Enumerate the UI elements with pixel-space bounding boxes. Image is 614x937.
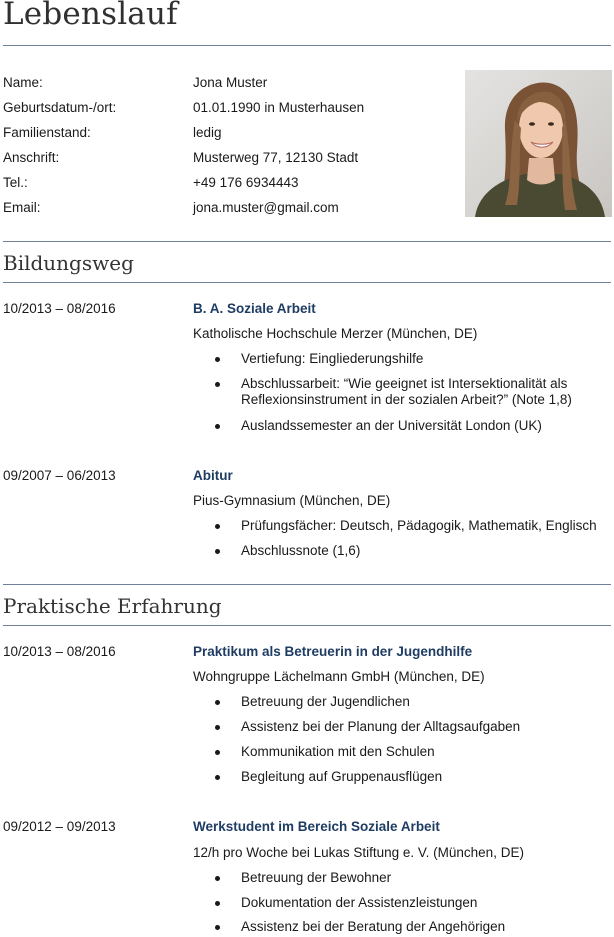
info-label: Tel.: [3,175,28,190]
info-value: Musterweg 77, 12130 Stadt [193,150,359,165]
info-label: Name: [3,75,43,90]
entry-subtitle: Katholische Hochschule Merzer (München, DE) [193,326,478,341]
entry-title: Praktikum als Betreuerin in der Jugendhilfe [193,644,473,659]
entry-title: Abitur [193,468,233,483]
info-label: Geburtsdatum-/ort: [3,100,117,115]
divider [3,584,611,585]
entry-subtitle: 12/h pro Woche bei Lukas Stiftung e. V. (München, DE) [193,845,524,860]
divider [3,241,611,242]
list-item-text: Betreuung der Bewohner [241,870,392,885]
entry-subtitle: Wohngruppe Lächelmann GmbH (München, DE) [193,669,485,684]
info-label: Email: [3,200,41,215]
page-title: Lebenslauf [3,0,178,32]
info-label: Familienstand: [3,125,91,140]
bullet-icon [215,549,220,554]
bullet-icon [215,700,220,705]
entry-date: 10/2013 – 08/2016 [3,301,116,316]
info-value: jona.muster@gmail.com [193,200,339,215]
list-item-text: Abschlussnote (1,6) [241,543,361,558]
entry-title: Werkstudent im Bereich Soziale Arbeit [193,819,440,834]
bullet-icon [215,901,220,906]
list-item-text: Begleitung auf Gruppenausflügen [241,769,443,784]
info-value: 01.01.1990 in Musterhausen [193,100,365,115]
bullet-icon [215,876,220,881]
entry-title: B. A. Soziale Arbeit [193,301,316,316]
list-item-text: Betreuung der Jugendlichen [241,694,410,709]
bullet-icon [215,524,220,529]
divider [3,282,611,283]
info-value: +49 176 6934443 [193,175,299,190]
bullet-icon [215,925,220,930]
entry-date: 09/2007 – 06/2013 [3,468,116,483]
list-item-text: Assistenz bei der Beratung der Angehörigen [241,919,506,934]
bullet-icon [215,750,220,755]
list-item-text: Prüfungsfächer: Deutsch, Pädagogik, Mathematik, Englisch [241,518,597,533]
divider [3,625,611,626]
entry-date: 09/2012 – 09/2013 [3,819,116,834]
info-label: Anschrift: [3,150,60,165]
bullet-icon [215,775,220,780]
entry-subtitle: Pius-Gymnasium (München, DE) [193,493,391,508]
info-value: Jona Muster [193,75,268,90]
divider [3,45,611,46]
list-item-text: Abschlussarbeit: “Wie geeignet ist Intersektionalität als Reflexionsinstrument in der sozialen Arbeit?” (Note 1,8) [241,376,572,407]
info-value: ledig [193,125,222,140]
section-title-education: Bildungsweg [3,251,134,275]
list-item-text: Vertiefung: Eingliederungshilfe [241,351,424,366]
list-item-text: Auslandssemester an der Universität London (UK) [241,418,542,433]
list-item-text: Assistenz bei der Planung der Alltagsaufgaben [241,719,521,734]
section-title-experience: Praktische Erfahrung [3,594,222,618]
entry-date: 10/2013 – 08/2016 [3,644,116,659]
bullet-icon [215,424,220,429]
list-item-text: Dokumentation der Assistenzleistungen [241,895,478,910]
list-item-text: Kommunikation mit den Schulen [241,744,435,759]
profile-photo [465,70,612,217]
bullet-icon [215,357,220,362]
bullet-icon [215,725,220,730]
portrait-image [465,70,612,217]
bullet-icon [215,382,220,387]
